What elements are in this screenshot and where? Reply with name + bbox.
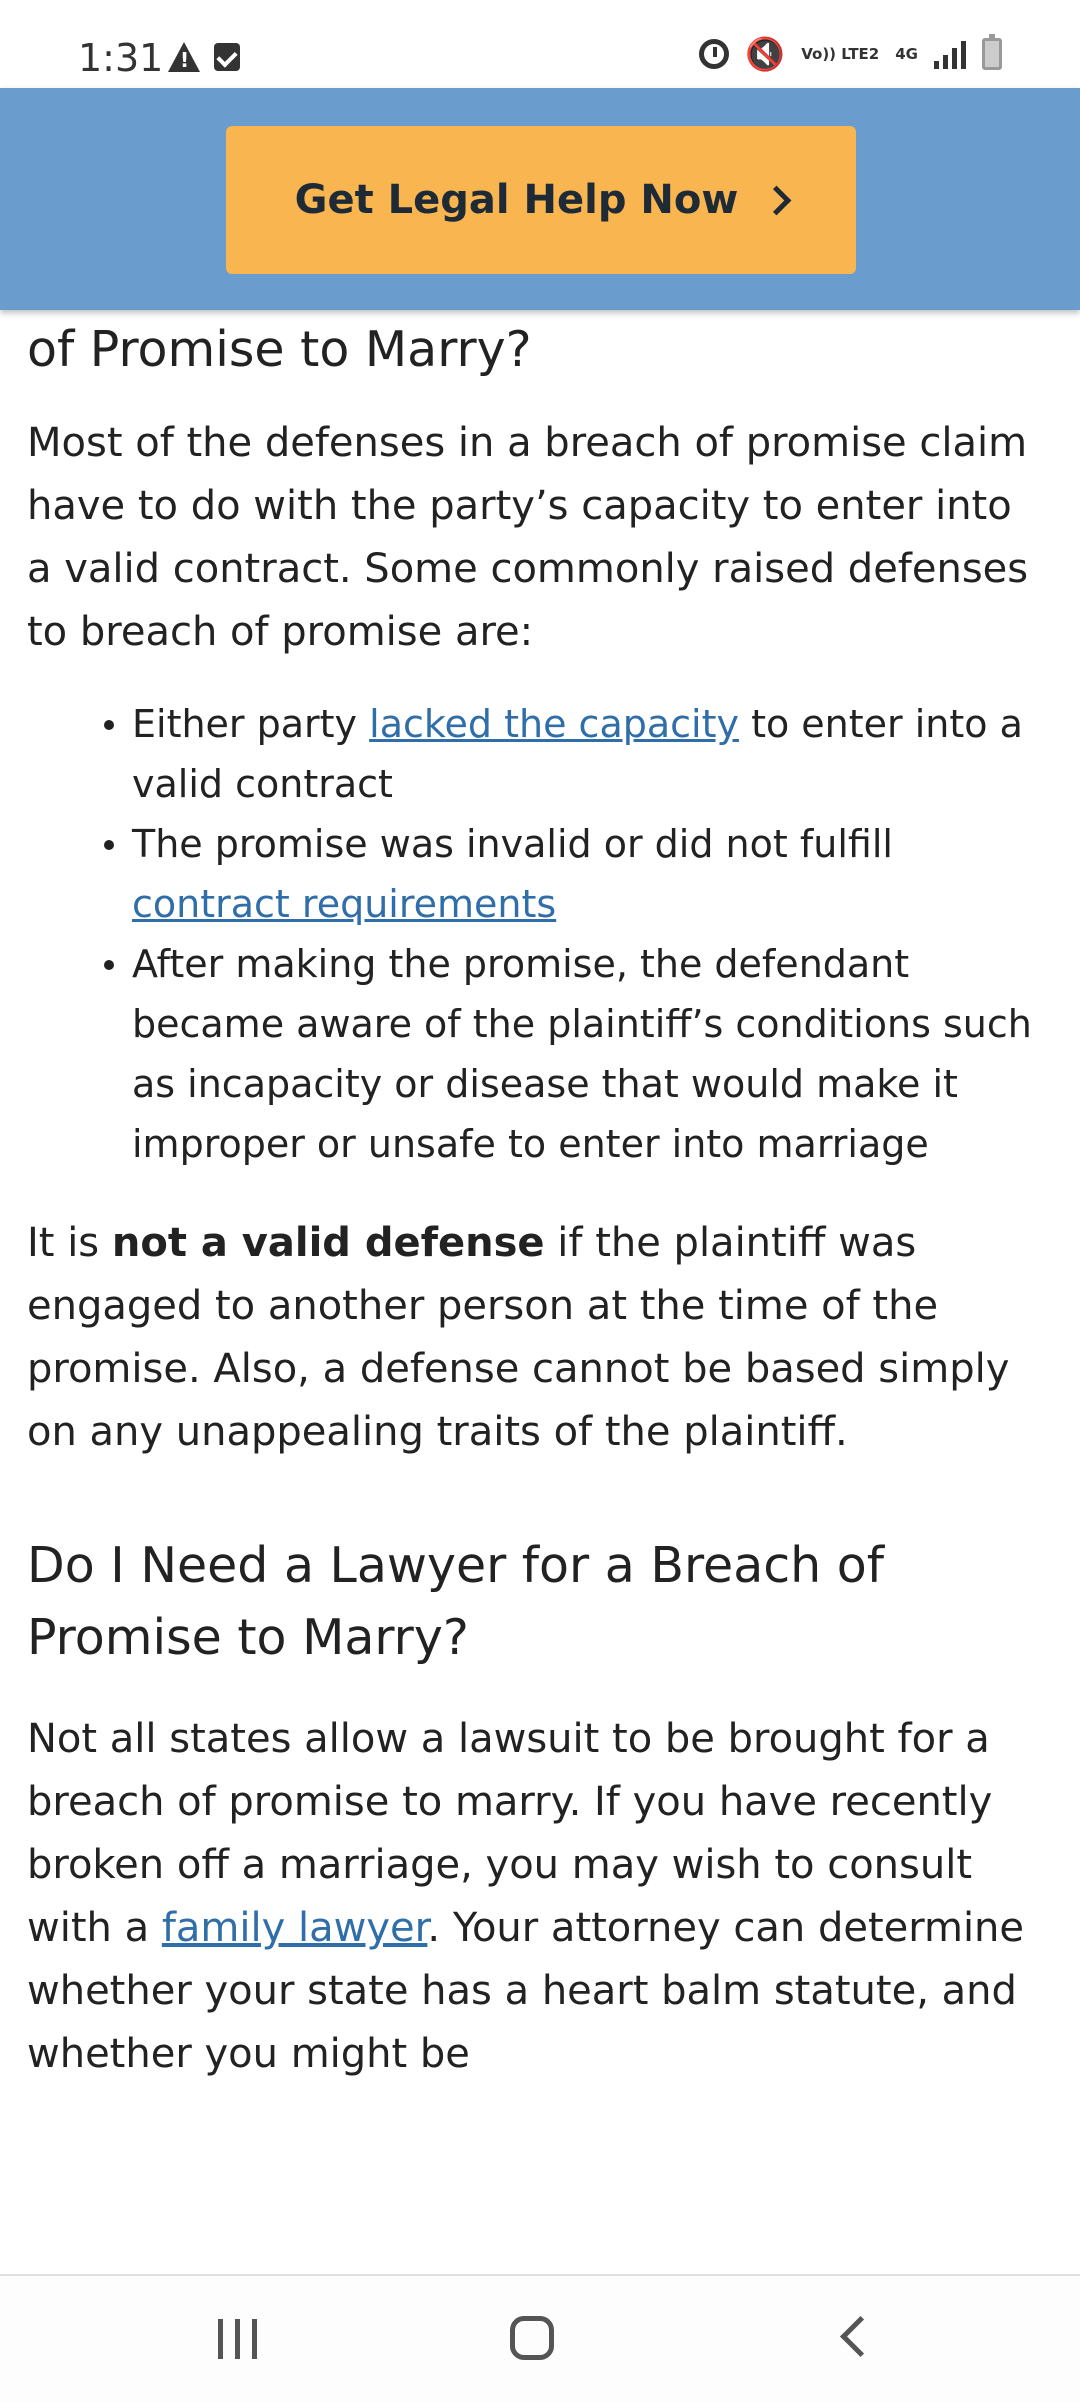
cta-label: Get Legal Help Now bbox=[294, 177, 739, 223]
family-lawyer-link[interactable]: family lawyer bbox=[161, 1905, 428, 1951]
status-right-icons bbox=[699, 35, 1002, 73]
warning-icon bbox=[168, 42, 200, 72]
section-heading-lawyer: Do I Need a Lawyer for a Breach of Promise to Marry? bbox=[27, 1537, 885, 1666]
section-heading-defenses: of Promise to Marry? bbox=[27, 321, 532, 378]
recent-apps-icon[interactable] bbox=[207, 2314, 267, 2364]
not-valid-defense-paragraph: It is not a valid defense if the plaintiff was engaged to another person at the time of the promise. Also, a defense cannot be based simply on any unappealing traits of the plaintiff. bbox=[27, 1220, 1010, 1455]
intro-paragraph: Most of the defenses in a breach of promise claim have to do with the party’s capacity to enter into a valid contract. Some commonly raised defenses to breach of promise are: bbox=[27, 420, 1029, 655]
lacked-capacity-link[interactable]: lacked the capacity bbox=[369, 702, 739, 746]
volte-indicator: Vo)) LTE2 bbox=[801, 45, 880, 63]
article-content bbox=[27, 310, 1047, 2086]
contract-requirements-link[interactable]: contract requirements bbox=[132, 882, 557, 926]
list-item: After making the promise, the defendant became aware of the plaintiff’s conditions such as incapacity or disease that would make it improper or unsafe to enter into marriage bbox=[132, 934, 1047, 1174]
lawyer-paragraph: Not all states allow a lawsuit to be brought for a breach of promise to marry. If you have recently broken off a marriage, you may wish to consult with a family lawyer. Your attorney can determine whether your state has a heart balm statute, and whether you might be bbox=[27, 1716, 1025, 2077]
list-item: Either party lacked the capacity to enter into a valid contract bbox=[132, 694, 1047, 814]
status-left-icons bbox=[168, 42, 240, 72]
battery-icon bbox=[982, 38, 1002, 70]
chevron-right-icon bbox=[762, 185, 792, 215]
status-bar bbox=[0, 0, 1080, 88]
get-legal-help-button[interactable] bbox=[226, 126, 856, 274]
alarm-icon bbox=[699, 39, 729, 69]
navigation-bar bbox=[0, 2274, 1080, 2402]
network-indicator: 4G bbox=[895, 45, 918, 63]
mute-icon: 🔇 bbox=[745, 35, 786, 73]
status-time: 1:31 bbox=[78, 36, 164, 80]
list-item: The promise was invalid or did not fulfill contract requirements bbox=[132, 814, 1047, 934]
not-valid-defense-bold: not a valid defense bbox=[111, 1220, 545, 1266]
back-icon[interactable] bbox=[826, 2314, 886, 2364]
checkbox-icon bbox=[214, 43, 240, 71]
sticky-header bbox=[0, 88, 1080, 310]
signal-icon bbox=[934, 39, 966, 69]
defenses-list bbox=[27, 694, 1047, 1174]
home-icon[interactable] bbox=[510, 2316, 554, 2360]
